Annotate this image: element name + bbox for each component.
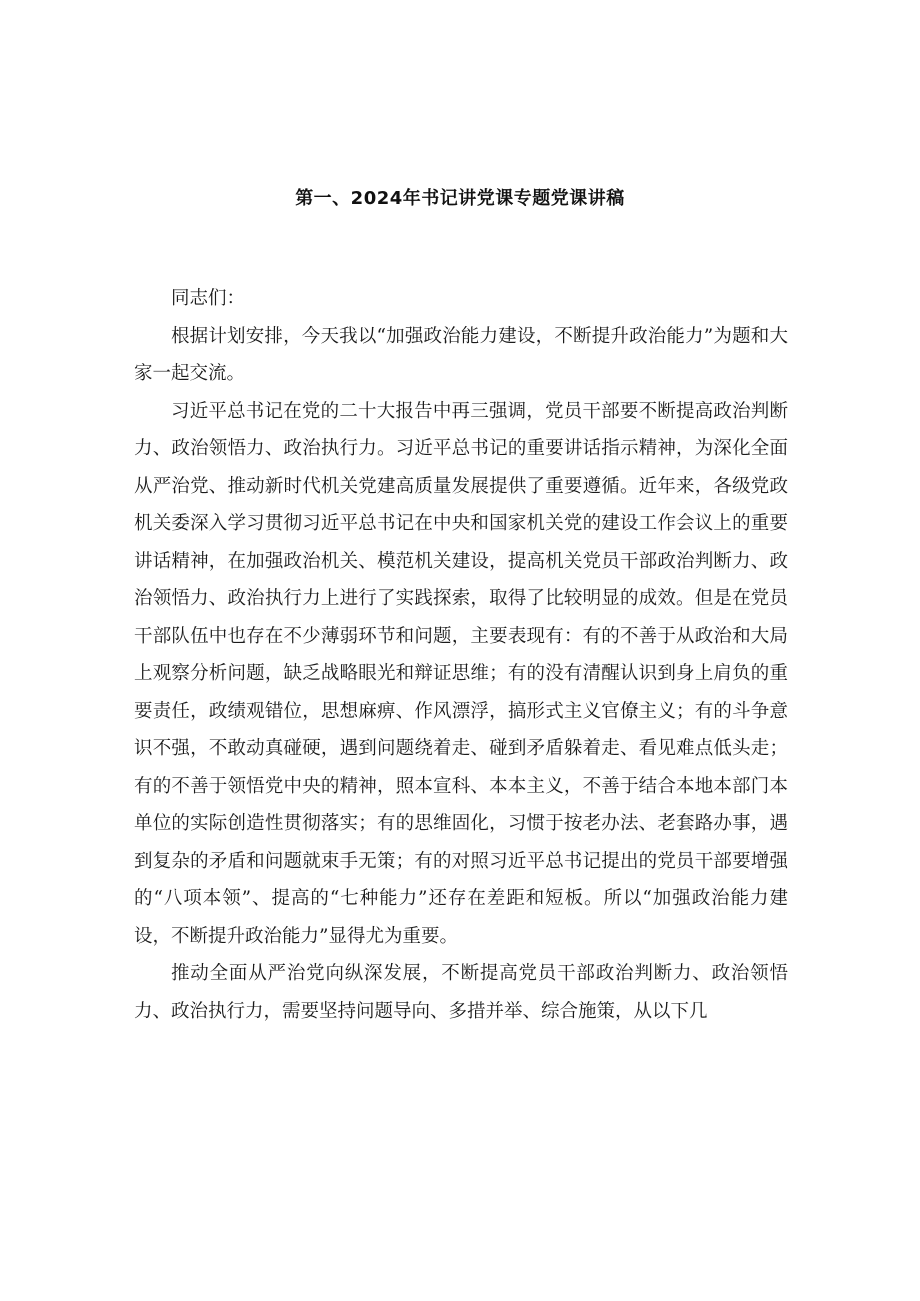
document-body [134, 280, 788, 1030]
approach-paragraph: 推动全面从严治党向纵深发展，不断提高党员干部政治判断力、政治领悟力、政治执行力，需要坚持问题导向、多措并举、综合施策，从以下几 [134, 963, 788, 1022]
document-title: 第一、2024年书记讲党课专题党课讲稿 [295, 188, 625, 209]
intro-paragraph: 根据计划安排，今天我以“加强政治能力建设，不断提升政治能力”为题和大家一起交流。 [134, 325, 788, 384]
background-paragraph: 习近平总书记在党的二十大报告中再三强调，党员干部要不断提高政治判断力、政治领悟力、政治执行力。习近平总书记的重要讲话指示精神，为深化全面从严治党、推动新时代机关党建高质量发展提供了重要遵循。近年来，各级党政机关委深入学习贯彻习近平总书记在中央和国家机关党的建设工作会议上的重要讲话精神，在加强政治机关、模范机关建设，提高机关党员干部政治判断力、政治领悟力、政治执行力上进行了实践探索，取得了比较明显的成效。但是在党员干部队伍中也存在不少薄弱环节和问题，主要表现有：有的不善于从政治和大局上观察分析问题，缺乏战略眼光和辩证思维；有的没有清醒认识到身上肩负的重要责任，政绩观错位，思想麻痹、作风漂浮，搞形式主义官僚主义；有的斗争意识不强，不敢动真碰硬，遇到问题绕着走、碰到矛盾躲着走、看见难点低头走；有的不善于领悟党中央的精神，照本宣科、本本主义，不善于结合本地本部门本单位的实际创造性贯彻落实；有的思维固化，习惯于按老办法、老套路办事，遇到复杂的矛盾和问题就束手无策；有的对照习近平总书记提出的党员干部要增强的“八项本领”、提高的“七种能力”还存在差距和短板。所以“加强政治能力建设，不断提升政治能力”显得尤为重要。 [134, 400, 788, 947]
salutation-paragraph: 同志们： [171, 288, 246, 309]
